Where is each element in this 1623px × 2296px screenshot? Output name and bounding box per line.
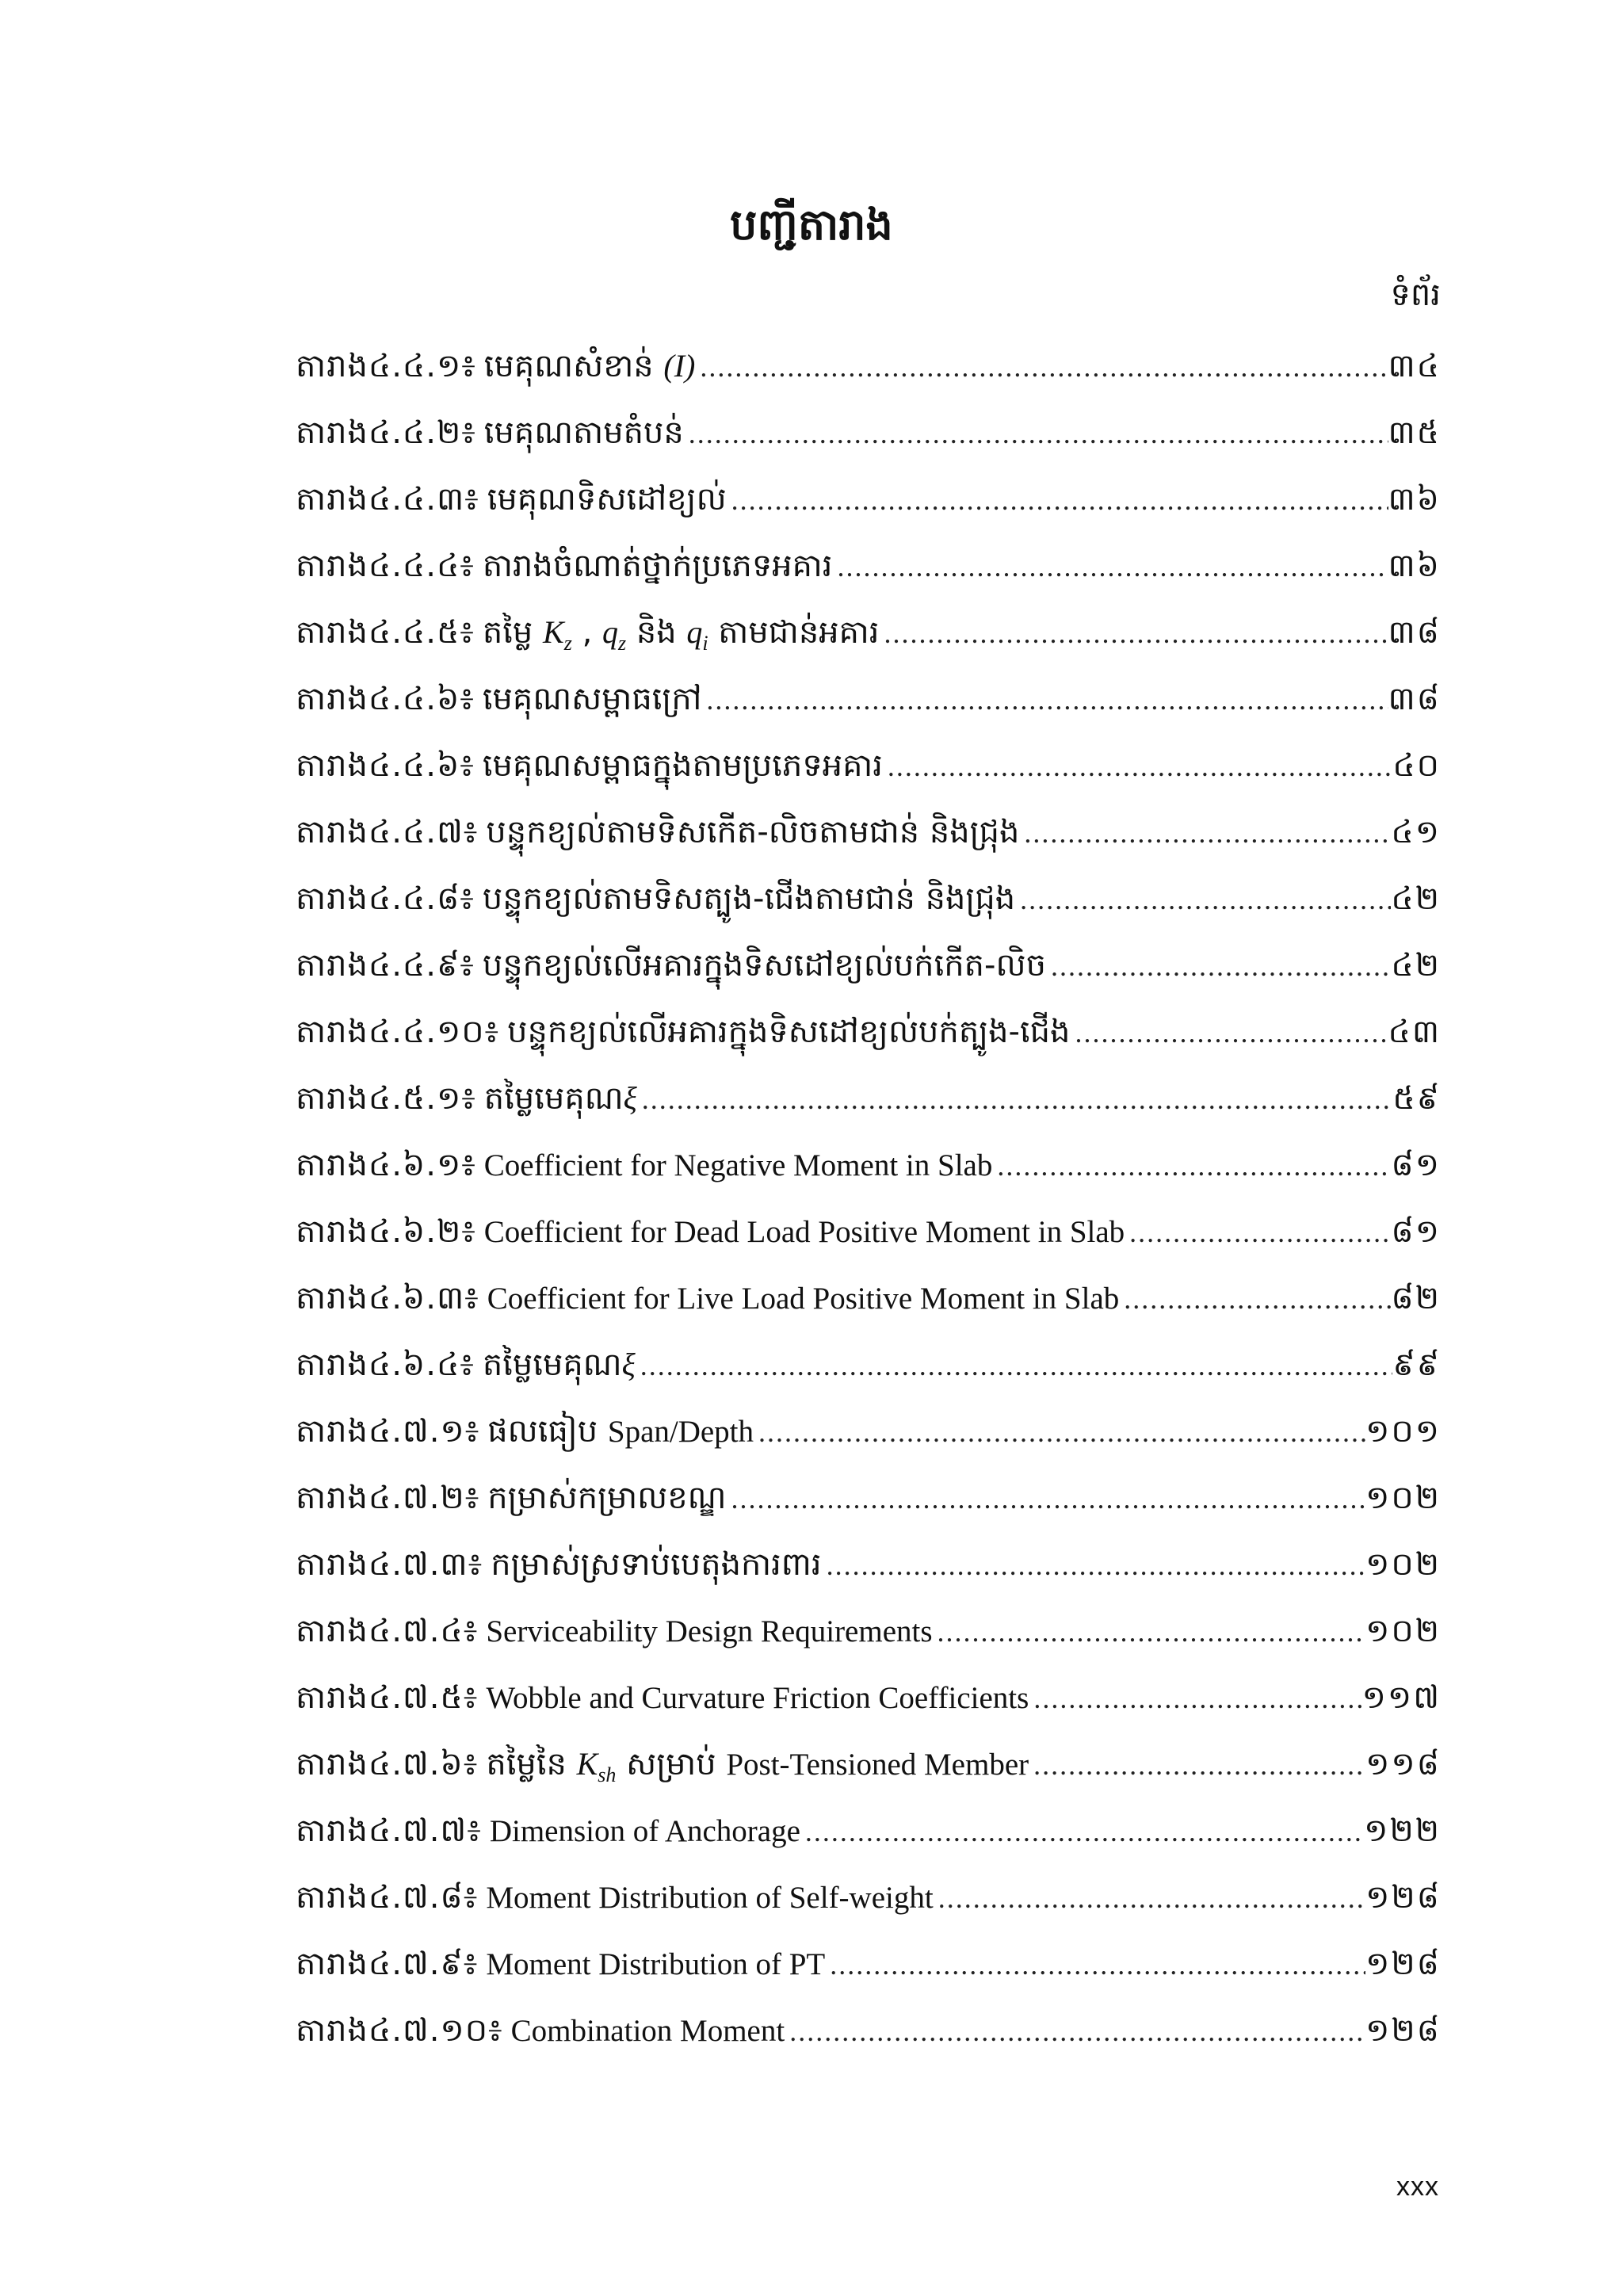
entry-label: តារាង៤.៧.៧៖ bbox=[296, 1813, 482, 1849]
entry-label: តារាង៤.៤.៧៖ bbox=[296, 814, 479, 850]
entry-page-number: ១២៨ bbox=[1365, 1946, 1441, 1982]
dot-leader bbox=[992, 1133, 1391, 1199]
math-symbol: $q_z$ bbox=[602, 614, 627, 655]
dot-leader bbox=[701, 667, 1388, 733]
entry-title-text: មេគុណសំខាន់ bbox=[483, 348, 664, 384]
entry-label: តារាង៤.៧.៨៖ bbox=[296, 1879, 479, 1916]
math-subscript: z bbox=[618, 632, 627, 655]
entry-title-text: មេគុណសម្ពាធក្នុងតាមប្រភេទអគារ bbox=[482, 747, 883, 784]
entry-page-number: ៩៩ bbox=[1392, 1347, 1441, 1383]
entry-label: តារាង៤.៤.៥៖ bbox=[296, 614, 475, 651]
list-item[interactable] bbox=[296, 1997, 1441, 2064]
entry-title-text: Dimension of Anchorage bbox=[489, 1814, 800, 1848]
math-subscript: i bbox=[702, 632, 708, 655]
entry-title bbox=[475, 732, 883, 799]
list-item[interactable] bbox=[296, 666, 1441, 732]
entry-label: តារាង៤.៤.៩៖ bbox=[296, 947, 475, 984]
list-item[interactable] bbox=[296, 399, 1441, 466]
entry-title-text: Moment Distribution of Self-weight bbox=[486, 1881, 934, 1915]
entry-title-text: មេគុណសម្ពាធក្រៅ bbox=[482, 681, 702, 717]
dot-leader bbox=[695, 334, 1388, 400]
entry-title bbox=[479, 1398, 754, 1465]
entry-title-text: Coefficient for Dead Load Positive Moment in Slab bbox=[483, 1215, 1125, 1249]
list-item[interactable] bbox=[296, 1065, 1441, 1132]
entry-title-text: Combination Moment bbox=[510, 2014, 785, 2048]
entry-title bbox=[478, 1598, 932, 1665]
math-subscript: sh bbox=[598, 1763, 617, 1786]
entry-title-text: តម្លៃនៃ bbox=[486, 1746, 577, 1782]
entry-label: តារាង៤.៤.៦៖ bbox=[296, 747, 475, 784]
entry-title bbox=[476, 1198, 1125, 1266]
entry-page-number: ៣៨ bbox=[1388, 614, 1441, 651]
entry-page-number: ៣៦ bbox=[1388, 548, 1441, 584]
entry-title bbox=[476, 1065, 637, 1132]
list-item[interactable] bbox=[296, 599, 1441, 666]
entry-title-text: មេគុណតាមតំបន់ bbox=[483, 415, 684, 451]
entry-label: តារាង៤.៤.២៖ bbox=[296, 415, 476, 451]
entry-label: តារាង៤.៤.១០៖ bbox=[296, 1014, 500, 1050]
page-column-header: ទំព័រ bbox=[1390, 277, 1441, 313]
dot-leader bbox=[636, 1332, 1393, 1399]
entry-title-text: Coefficient for Negative Moment in Slab bbox=[483, 1148, 993, 1182]
entry-label: តារាង៤.៤.៨៖ bbox=[296, 881, 475, 917]
dot-leader bbox=[825, 1931, 1365, 1998]
entry-label: តារាង៤.៧.៣៖ bbox=[296, 1546, 483, 1583]
entry-title-text: បន្ទុកខ្យល់លើអគារក្នុងទិសដៅខ្យល់បក់ត្បូង-ជើង bbox=[507, 1014, 1071, 1050]
entry-title bbox=[475, 533, 833, 599]
entry-label: តារាង៤.៧.៥៖ bbox=[296, 1679, 479, 1716]
entry-title-text: តាមជាន់អគារ bbox=[708, 614, 880, 651]
entry-title-text: ផលធៀប bbox=[487, 1413, 608, 1450]
dot-leader bbox=[832, 533, 1388, 600]
entry-title-text: បន្ទុកខ្យល់លើអគារក្នុងទិសដៅខ្យល់បក់កើត-លិច bbox=[482, 947, 1046, 984]
math-subscript: z bbox=[563, 632, 572, 655]
dot-leader bbox=[879, 600, 1388, 667]
entry-page-number: ៤៣ bbox=[1388, 1014, 1441, 1050]
entry-label: តារាង៤.៤.១៖ bbox=[296, 348, 476, 384]
entry-page-number: ៨១ bbox=[1391, 1213, 1441, 1250]
entry-label: តារាង៤.៧.៤៖ bbox=[296, 1613, 479, 1649]
list-item[interactable] bbox=[296, 932, 1441, 999]
entry-label: តារាង៤.៥.១៖ bbox=[296, 1080, 476, 1117]
list-item[interactable] bbox=[296, 799, 1441, 865]
entry-title bbox=[478, 1864, 933, 1931]
list-item[interactable] bbox=[296, 1198, 1441, 1265]
entry-page-number: ១១៧ bbox=[1361, 1679, 1441, 1716]
entry-page-number: ១០២ bbox=[1365, 1546, 1441, 1583]
list-item[interactable] bbox=[296, 1598, 1441, 1664]
dot-leader bbox=[1046, 933, 1391, 999]
dot-leader bbox=[727, 467, 1388, 533]
entry-title bbox=[483, 1531, 821, 1598]
entry-label: តារាង៤.៧.១០៖ bbox=[296, 2012, 503, 2049]
list-item[interactable] bbox=[296, 533, 1441, 599]
entry-title bbox=[479, 1465, 726, 1531]
entry-page-number: ១២២ bbox=[1364, 1813, 1441, 1849]
entry-title bbox=[478, 799, 1019, 865]
entry-title bbox=[478, 1664, 1029, 1732]
entry-page-number: ១២៨ bbox=[1365, 2012, 1441, 2049]
dot-leader bbox=[637, 1066, 1393, 1133]
list-item[interactable] bbox=[296, 1331, 1441, 1398]
entry-page-number: ១០១ bbox=[1365, 1413, 1441, 1450]
list-item[interactable] bbox=[296, 1265, 1441, 1331]
entry-title bbox=[479, 466, 727, 533]
entry-page-number: ៤២ bbox=[1391, 881, 1441, 917]
list-of-tables bbox=[296, 333, 1441, 2064]
entry-page-number: ១០២ bbox=[1365, 1480, 1441, 1516]
entry-page-number: ១២៨ bbox=[1365, 1879, 1441, 1916]
list-item[interactable] bbox=[296, 1398, 1441, 1465]
dot-leader bbox=[785, 1998, 1365, 2065]
page-title: បញ្ជីតារាង bbox=[730, 200, 893, 250]
list-item[interactable] bbox=[296, 333, 1441, 399]
dot-leader bbox=[1119, 1266, 1391, 1332]
dot-leader bbox=[822, 1532, 1366, 1599]
entry-page-number: ៣៦ bbox=[1388, 481, 1441, 518]
entry-title-text: តារាងចំណាត់ថ្នាក់ប្រភេទអគារ bbox=[482, 548, 833, 584]
entry-title bbox=[475, 1331, 636, 1398]
list-item[interactable] bbox=[296, 1731, 1441, 1797]
entry-page-number: ៤១ bbox=[1391, 814, 1441, 850]
list-item[interactable] bbox=[296, 1531, 1441, 1598]
entry-page-number: ៤២ bbox=[1391, 947, 1441, 984]
entry-label: តារាង៤.៤.៣៖ bbox=[296, 481, 479, 518]
entry-title bbox=[475, 666, 702, 732]
entry-page-number: ៨២ bbox=[1391, 1280, 1441, 1316]
math-symbol: (I) bbox=[663, 348, 696, 384]
entry-label: តារាង៤.៤.៤៖ bbox=[296, 548, 475, 584]
entry-title-text: សម្រាប់ bbox=[616, 1746, 727, 1782]
entry-page-number: ៣៨ bbox=[1388, 681, 1441, 717]
entry-title-text: មេគុណទិសដៅខ្យល់ bbox=[487, 481, 727, 518]
dot-leader bbox=[1029, 1732, 1365, 1798]
list-item[interactable] bbox=[296, 1864, 1441, 1931]
entry-title bbox=[475, 932, 1046, 999]
entry-title bbox=[476, 333, 696, 399]
entry-title-text: តម្លៃមេគុណ bbox=[483, 1080, 624, 1117]
dot-leader bbox=[1029, 1665, 1361, 1732]
list-item[interactable] bbox=[296, 1465, 1441, 1531]
page-number: xxx bbox=[1396, 2172, 1439, 2202]
dot-leader bbox=[754, 1399, 1365, 1465]
entry-title-text: Span/Depth bbox=[607, 1415, 754, 1449]
entry-title bbox=[482, 1797, 800, 1865]
entry-page-number: ៥៩ bbox=[1392, 1080, 1441, 1117]
entry-label: តារាង៤.៤.៦៖ bbox=[296, 681, 475, 717]
entry-title-text: Coefficient for Live Load Positive Moment in Slab bbox=[487, 1282, 1120, 1316]
entry-label: តារាង៤.៧.២៖ bbox=[296, 1480, 480, 1516]
list-item[interactable] bbox=[296, 1664, 1441, 1731]
entry-label: តារាង៤.៦.៣៖ bbox=[296, 1280, 479, 1316]
entry-title-text: Moment Distribution of PT bbox=[486, 1947, 826, 1981]
entry-title-text: កម្រាស់កម្រាលខណ្ឌ bbox=[487, 1480, 727, 1516]
entry-label: តារាង៤.៧.៦៖ bbox=[296, 1746, 479, 1782]
entry-title-text: តម្លៃមេគុណ bbox=[482, 1347, 622, 1383]
entry-title bbox=[478, 1731, 1029, 1798]
entry-title-text: បន្ទុកខ្យល់តាមទិសត្បូង-ជើងតាមជាន់ និងជ្រុង bbox=[482, 881, 1016, 917]
list-item[interactable] bbox=[296, 732, 1441, 799]
entry-title-text: តម្លៃ bbox=[482, 614, 544, 651]
entry-title bbox=[499, 999, 1070, 1065]
entry-page-number: ១០២ bbox=[1365, 1613, 1441, 1649]
dot-leader bbox=[726, 1465, 1365, 1532]
entry-title bbox=[476, 1132, 993, 1199]
math-symbol: $q_i$ bbox=[686, 614, 708, 655]
list-item[interactable] bbox=[296, 999, 1441, 1065]
entry-page-number: ៣៥ bbox=[1388, 415, 1441, 451]
entry-label: តារាង៤.៧.៩៖ bbox=[296, 1946, 479, 1982]
entry-title bbox=[475, 865, 1015, 932]
math-symbol: ξ bbox=[621, 1347, 636, 1382]
entry-title bbox=[476, 399, 684, 466]
dot-leader bbox=[684, 400, 1388, 467]
dot-leader bbox=[1125, 1199, 1391, 1266]
entry-title-text: និង bbox=[626, 614, 687, 651]
dot-leader bbox=[883, 733, 1392, 800]
entry-page-number: ១១៨ bbox=[1365, 1746, 1441, 1782]
entry-title bbox=[479, 1265, 1120, 1332]
entry-title bbox=[503, 1997, 785, 2065]
dot-leader bbox=[800, 1798, 1364, 1865]
entry-title bbox=[478, 1931, 825, 1998]
entry-label: តារាង៤.៦.១៖ bbox=[296, 1147, 476, 1183]
list-item[interactable] bbox=[296, 1797, 1441, 1864]
dot-leader bbox=[934, 1865, 1365, 1931]
list-item[interactable] bbox=[296, 1931, 1441, 1997]
entry-title-text: Post-Tensioned Member bbox=[726, 1748, 1029, 1782]
list-item[interactable] bbox=[296, 865, 1441, 932]
entry-page-number: ៣៤ bbox=[1388, 348, 1441, 384]
dot-leader bbox=[1015, 866, 1391, 933]
entry-page-number: ៨១ bbox=[1391, 1147, 1441, 1183]
entry-title bbox=[475, 599, 880, 666]
entry-title-text: Serviceability Design Requirements bbox=[486, 1614, 933, 1648]
math-symbol: ξ bbox=[623, 1080, 637, 1116]
entry-label: តារាង៤.៦.២៖ bbox=[296, 1213, 476, 1250]
entry-label: តារាង៤.៦.៤៖ bbox=[296, 1347, 475, 1383]
entry-title-text: , bbox=[571, 614, 603, 651]
dot-leader bbox=[1019, 800, 1391, 866]
entry-label: តារាង៤.៧.១៖ bbox=[296, 1413, 480, 1450]
math-symbol: $K_z$ bbox=[543, 614, 572, 655]
entry-title-text: បន្ទុកខ្យល់តាមទិសកើត-លិចតាមជាន់ និងជ្រុង bbox=[486, 814, 1020, 850]
list-item[interactable] bbox=[296, 1132, 1441, 1198]
entry-page-number: ៤០ bbox=[1392, 747, 1441, 784]
entry-title-text: Wobble and Curvature Friction Coefficients bbox=[486, 1681, 1029, 1715]
list-item[interactable] bbox=[296, 466, 1441, 533]
entry-title-text: កម្រាស់ស្រទាប់បេតុងការពារ bbox=[491, 1546, 822, 1583]
math-symbol: $K_{sh}$ bbox=[576, 1746, 617, 1786]
dot-leader bbox=[1070, 999, 1388, 1066]
dot-leader bbox=[933, 1599, 1366, 1665]
